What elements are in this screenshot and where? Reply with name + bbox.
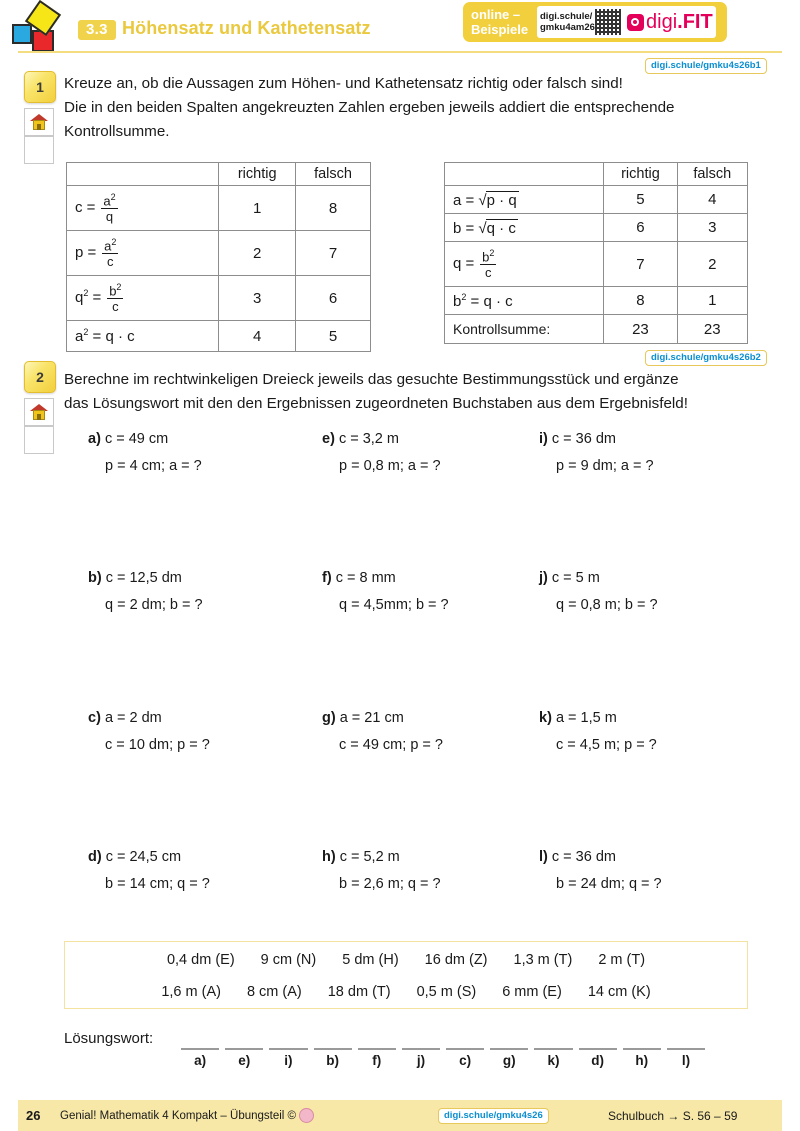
exercise-item-d <box>88 844 210 898</box>
exercise2-empty-cell <box>24 426 54 454</box>
page-title: Höhensatz und Kathetensatz <box>122 18 371 38</box>
solution-slot[interactable] <box>222 1048 266 1068</box>
footer-title-text: Genial! Mathematik 4 Kompakt – Übungsteil © <box>60 1109 297 1122</box>
item-label: a) <box>88 431 101 447</box>
house-door-icon <box>37 124 41 130</box>
house-icon <box>30 114 48 130</box>
statements-table-left <box>66 162 371 352</box>
item-line2: b = 2,6 m; q = ? <box>339 876 441 892</box>
house-door-icon <box>37 414 41 420</box>
result-entry: 5 dm (H) <box>342 952 399 968</box>
item-label: d) <box>88 849 102 865</box>
solution-slot[interactable] <box>311 1048 355 1068</box>
item-line1: a = 21 cm <box>339 710 404 726</box>
col-header-falsch-left: falsch <box>296 163 371 186</box>
exercise2-link-badge[interactable]: digi.schule/gmku4s26b2 <box>645 350 767 366</box>
exercise1-instruction <box>64 72 784 144</box>
exercise2-instruction-line1: Berechne im rechtwinkeligen Dreieck jeweils das gesuchte Bestimmungsstück und ergänze <box>64 371 679 388</box>
item-line2: p = 9 dm; a = ? <box>556 458 654 474</box>
solution-slot[interactable] <box>399 1048 443 1068</box>
falsch-value[interactable]: 4 <box>677 186 747 214</box>
falsch-value[interactable]: 7 <box>296 231 371 276</box>
solution-slot[interactable] <box>620 1048 664 1068</box>
item-line1: c = 5,2 m <box>339 849 400 865</box>
online-label-line1: online – <box>471 7 521 22</box>
item-line1: c = 12,5 dm <box>105 570 182 586</box>
item-line1: c = 3,2 m <box>338 431 399 447</box>
solution-slot[interactable] <box>443 1048 487 1068</box>
formula-cell: c = $\frac{a^2}{q}$ <box>67 186 219 231</box>
solution-slot-label: k) <box>547 1052 560 1068</box>
solution-slot-label: i) <box>284 1052 293 1068</box>
result-entry: 0,5 m (S) <box>416 984 477 1000</box>
fraction-a2-c: $\frac{a^2}{c}$ <box>104 236 117 270</box>
item-label: f) <box>322 570 332 586</box>
qr-code-icon <box>595 9 621 35</box>
solution-slot-line[interactable] <box>225 1048 263 1050</box>
item-label: c) <box>88 710 101 726</box>
logo-blue-square <box>12 24 32 44</box>
exercise-item-g <box>322 705 443 759</box>
online-label-line2: Beispiele <box>471 22 529 37</box>
formula-cell: a = √p · q <box>445 186 604 214</box>
exercise1-link-badge[interactable]: digi.schule/gmku4s26b1 <box>645 58 767 74</box>
result-entry: 1,3 m (T) <box>513 952 573 968</box>
result-entry: 2 m (T) <box>598 952 646 968</box>
item-line2: q = 4,5mm; b = ? <box>339 597 449 613</box>
footer-schoolbook-reference: Schulbuch → S. 56 – 59 <box>608 1108 738 1123</box>
table-row <box>445 242 748 287</box>
exercise-item-c <box>88 705 210 759</box>
fraction-b2-c: $\frac{b^2}{c}$ <box>109 281 122 315</box>
result-field-row1 <box>65 942 747 974</box>
col-header-richtig-left: richtig <box>219 163 296 186</box>
solution-slot-line[interactable] <box>667 1048 705 1050</box>
richtig-value[interactable]: 2 <box>219 231 296 276</box>
digifit-name-part1: digi <box>646 10 678 33</box>
result-entry: 6 mm (E) <box>502 984 562 1000</box>
col-header-formula-left <box>67 163 219 186</box>
table-header-row <box>67 163 371 186</box>
table-row <box>445 186 748 214</box>
footer-link-badge[interactable]: digi.schule/gmku4s26 <box>438 1108 549 1124</box>
item-label: i) <box>539 431 548 447</box>
table-header-row <box>445 163 748 186</box>
richtig-value[interactable]: 8 <box>604 287 677 315</box>
exercise-item-k <box>539 705 657 759</box>
falsch-value[interactable]: 2 <box>677 242 747 287</box>
solution-slot-label: e) <box>238 1052 251 1068</box>
item-label: k) <box>539 710 552 726</box>
solution-slot-line[interactable] <box>534 1048 572 1050</box>
kontrollsumme-richtig: 23 <box>604 315 677 344</box>
solution-slot-label: j) <box>416 1052 426 1068</box>
item-line1: a = 1,5 m <box>555 710 617 726</box>
fraction-b2-c-right: $\frac{b^2}{c}$ <box>482 247 495 281</box>
item-line2: q = 2 dm; b = ? <box>105 597 203 613</box>
solution-word-slots <box>178 1048 708 1068</box>
result-field <box>64 941 748 1009</box>
exercise-item-l <box>539 844 662 898</box>
qr-url-line1: digi.schule/ <box>540 11 593 22</box>
pythagoras-logo-icon <box>8 4 72 52</box>
page-header <box>0 0 800 52</box>
exercise2-house-cell <box>24 398 54 426</box>
item-label: j) <box>539 570 548 586</box>
result-entry: 1,6 m (A) <box>161 984 221 1000</box>
header-divider <box>18 51 782 53</box>
solution-slot-label: a) <box>194 1052 207 1068</box>
table-row-kontrollsumme <box>445 315 748 344</box>
item-line1: c = 36 dm <box>551 849 616 865</box>
falsch-value[interactable]: 5 <box>296 321 371 352</box>
col-header-falsch-right: falsch <box>677 163 747 186</box>
result-entry: 8 cm (A) <box>246 984 302 1000</box>
house-icon <box>30 404 48 420</box>
solution-word-label: Lösungswort: <box>64 1030 154 1047</box>
exercise1-empty-cell <box>24 136 54 164</box>
table-row <box>445 214 748 242</box>
item-line1: c = 5 m <box>551 570 600 586</box>
table-row <box>67 276 371 321</box>
item-line1: c = 24,5 cm <box>105 849 182 865</box>
page-number: 26 <box>26 1108 41 1123</box>
solution-slot-line[interactable] <box>579 1048 617 1050</box>
falsch-value[interactable]: 8 <box>296 186 371 231</box>
table-row <box>67 231 371 276</box>
richtig-value[interactable]: 1 <box>219 186 296 231</box>
richtig-value[interactable]: 5 <box>604 186 677 214</box>
formula-cell: b = √q · c <box>445 214 604 242</box>
solution-slot-line[interactable] <box>623 1048 661 1050</box>
richtig-value[interactable]: 3 <box>219 276 296 321</box>
exercise2-instruction-line2: das Lösungswort mit den den Ergebnissen zugeordneten Buchstaben aus dem Ergebnisfeld! <box>64 395 688 412</box>
qr-url-line2: gmku4am26 <box>540 22 595 33</box>
solution-slot-line[interactable] <box>358 1048 396 1050</box>
richtig-value[interactable]: 4 <box>219 321 296 352</box>
item-line1: c = 49 cm <box>104 431 169 447</box>
exercise1-number-badge: 1 <box>24 71 56 103</box>
fraction-a2-q: $\frac{a^2}{q}$ <box>103 191 116 225</box>
exercise-item-f <box>322 565 449 619</box>
result-entry: 14 cm (K) <box>587 984 651 1000</box>
item-line1: a = 2 dm <box>104 710 162 726</box>
item-label: b) <box>88 570 102 586</box>
result-entry: 18 dm (T) <box>327 984 391 1000</box>
solution-slot[interactable] <box>531 1048 575 1068</box>
copyright-mark-icon <box>299 1108 314 1123</box>
solution-slot-label: f) <box>372 1052 382 1068</box>
solution-slot-label: g) <box>502 1052 516 1068</box>
richtig-value[interactable]: 7 <box>604 242 677 287</box>
falsch-value[interactable]: 6 <box>296 276 371 321</box>
result-entry: 16 dm (Z) <box>424 952 488 968</box>
exercise1-instruction-line3: Kontrollsumme. <box>64 123 170 140</box>
solution-slot[interactable] <box>355 1048 399 1068</box>
solution-slot-line[interactable] <box>269 1048 307 1050</box>
item-line2: c = 49 cm; p = ? <box>339 737 443 753</box>
chapter-number-badge: 3.3 <box>78 20 116 40</box>
item-line2: p = 4 cm; a = ? <box>105 458 202 474</box>
digifit-mark-icon <box>627 14 644 31</box>
col-header-formula-right <box>445 163 604 186</box>
solution-slot[interactable] <box>178 1048 222 1068</box>
table-row <box>67 321 371 352</box>
formula-cell: q = $\frac{b^2}{c}$ <box>445 242 604 287</box>
exercise2-number-badge: 2 <box>24 361 56 393</box>
solution-slot-line[interactable] <box>490 1048 528 1050</box>
falsch-value[interactable]: 3 <box>677 214 747 242</box>
exercise1-instruction-line2: Die in den beiden Spalten angekreuzten Zahlen ergeben jeweils addiert die entsprechende <box>64 99 675 116</box>
solution-slot-label: h) <box>635 1052 649 1068</box>
richtig-value[interactable]: 6 <box>604 214 677 242</box>
table-row <box>67 186 371 231</box>
solution-slot-label: d) <box>591 1052 604 1068</box>
solution-slot-line[interactable] <box>446 1048 484 1050</box>
qr-chip[interactable] <box>537 6 716 38</box>
item-label: g) <box>322 710 336 726</box>
solution-slot-label: l) <box>681 1052 691 1068</box>
sqrt-qc: q · c <box>486 219 516 237</box>
statements-table-right <box>444 162 748 344</box>
exercise-item-a <box>88 426 202 480</box>
page-footer <box>18 1100 782 1131</box>
solution-slot-line[interactable] <box>314 1048 352 1050</box>
solution-slot-label: b) <box>326 1052 339 1068</box>
qr-url-text <box>540 11 594 33</box>
item-line2: p = 0,8 m; a = ? <box>339 458 441 474</box>
footer-title <box>60 1108 314 1123</box>
item-line2: c = 10 dm; p = ? <box>105 737 210 753</box>
sqrt-pq: p · q <box>486 191 517 209</box>
solution-slot-line[interactable] <box>181 1048 219 1050</box>
solution-slot[interactable] <box>576 1048 620 1068</box>
exercise-item-j <box>539 565 658 619</box>
falsch-value[interactable]: 1 <box>677 287 747 315</box>
digifit-logo <box>627 11 713 34</box>
result-field-row2 <box>65 974 747 1006</box>
exercise1-instruction-line1: Kreuze an, ob die Aussagen zum Höhen- und Kathetensatz richtig oder falsch sind! <box>64 75 623 92</box>
exercise1-house-cell <box>24 108 54 136</box>
exercise-item-e <box>322 426 441 480</box>
exercise-item-b <box>88 565 203 619</box>
item-label: e) <box>322 431 335 447</box>
formula-cell: $a^2 = q \cdot c$ <box>67 321 219 352</box>
result-entry: 0,4 dm (E) <box>166 952 235 968</box>
exercise-item-i <box>539 426 654 480</box>
exercise2-instruction <box>64 368 784 416</box>
col-header-richtig-right: richtig <box>604 163 677 186</box>
item-line2: b = 14 cm; q = ? <box>105 876 210 892</box>
item-line2: c = 4,5 m; p = ? <box>556 737 657 753</box>
digifit-name-part2: .FIT <box>677 10 713 33</box>
solution-slot-line[interactable] <box>402 1048 440 1050</box>
formula-cell: p = $\frac{a^2}{c}$ <box>67 231 219 276</box>
kontrollsumme-label: Kontrollsumme: <box>445 315 604 344</box>
item-line2: q = 0,8 m; b = ? <box>556 597 658 613</box>
solution-slot[interactable] <box>664 1048 708 1068</box>
solution-slot[interactable] <box>266 1048 310 1068</box>
online-examples-box[interactable] <box>463 2 727 42</box>
exercise1-side-icons <box>24 108 54 164</box>
item-line1: c = 36 dm <box>551 431 616 447</box>
exercise-item-h <box>322 844 441 898</box>
item-label: h) <box>322 849 336 865</box>
exercise2-side-icons <box>24 398 54 454</box>
item-line2: b = 24 dm; q = ? <box>556 876 662 892</box>
formula-cell: $q^2$ = $\frac{b^2}{c}$ <box>67 276 219 321</box>
online-examples-label <box>471 7 535 37</box>
result-entry: 9 cm (N) <box>260 952 317 968</box>
kontrollsumme-falsch: 23 <box>677 315 747 344</box>
formula-cell: $b^2 = q \cdot c$ <box>445 287 604 315</box>
table-row <box>445 287 748 315</box>
item-label: l) <box>539 849 548 865</box>
item-line1: c = 8 mm <box>335 570 396 586</box>
solution-slot[interactable] <box>487 1048 531 1068</box>
solution-slot-label: c) <box>459 1052 472 1068</box>
